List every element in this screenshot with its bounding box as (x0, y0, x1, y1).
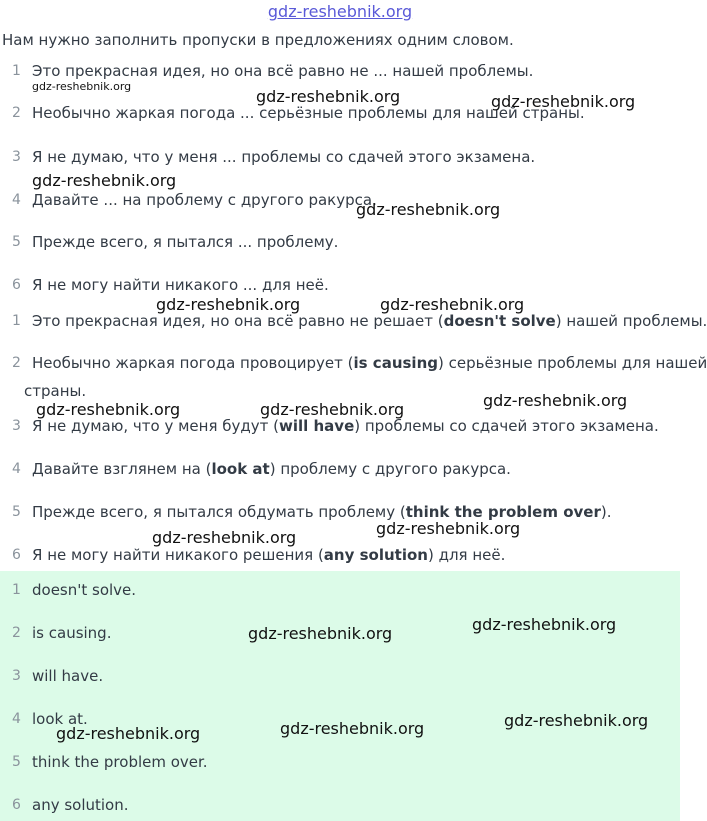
translation-text: ) для неё. (427, 546, 506, 564)
translation-sentence (32, 546, 505, 564)
translation-text: Давайте взглянем на ( (32, 460, 212, 478)
list-number: 2 (12, 105, 21, 121)
watermark: gdz-reshebnik.org (260, 400, 405, 419)
watermark: gdz-reshebnik.org (376, 519, 521, 538)
answer-item: look at. (32, 710, 88, 728)
translation-answer: is causing (353, 354, 438, 372)
answer-item: doesn't solve. (32, 581, 137, 599)
translation-text: ) проблемы со сдачей этого экзамена. (354, 417, 659, 435)
gap-sentence: Давайте ... на проблему с другого ракурса. (32, 191, 377, 209)
list-number: 5 (12, 754, 21, 770)
translation-text: ) серьёзные проблемы для нашей (438, 354, 707, 372)
translation-text: Я не могу найти никакого решения ( (32, 546, 324, 564)
translation-answer: think the problem over (405, 503, 601, 521)
list-number: 1 (12, 63, 21, 79)
list-number: 1 (12, 313, 21, 329)
watermark: gdz-reshebnik.org (56, 724, 201, 743)
list-number: 6 (12, 797, 21, 813)
watermark: gdz-reshebnik.org (36, 400, 181, 419)
watermark: gdz-reshebnik.org (32, 171, 177, 190)
list-number: 6 (12, 277, 21, 293)
gap-sentence: Прежде всего, я пытался ... проблему. (32, 233, 339, 251)
answer-item: will have. (32, 667, 104, 685)
translation-sentence (32, 460, 511, 478)
list-number: 3 (12, 149, 21, 165)
list-number: 4 (12, 461, 21, 477)
translation-continuation: страны. (24, 382, 87, 400)
watermark: gdz-reshebnik.org (280, 719, 425, 738)
gap-sentence: Я не могу найти никакого ... для неё. (32, 276, 329, 294)
watermark: gdz-reshebnik.org (504, 711, 649, 730)
translation-text: Прежде всего, я пытался обдумать проблему ( (32, 503, 406, 521)
list-number: 2 (12, 355, 21, 371)
translation-text: Это прекрасная идея, но она всё равно не решает ( (32, 312, 444, 330)
answer-item: think the problem over. (32, 753, 208, 771)
list-number: 1 (12, 582, 21, 598)
list-number: 3 (12, 668, 21, 684)
translation-text: ). (600, 503, 612, 521)
gap-sentence: Это прекрасная идея, но она всё равно не ... нашей проблемы. (32, 62, 534, 80)
translation-sentence (32, 503, 611, 521)
watermark: gdz-reshebnik.org (248, 624, 393, 643)
translation-text: Необычно жаркая погода провоцирует ( (32, 354, 354, 372)
gap-sentence: Необычно жаркая погода ... серьёзные проблемы для нашей страны. (32, 104, 585, 122)
list-number: 6 (12, 547, 21, 563)
translation-text: ) нашей проблемы. (555, 312, 707, 330)
translation-answer: doesn't solve (443, 312, 556, 330)
watermark: gdz-reshebnik.org (472, 615, 617, 634)
watermark: gdz-reshebnik.org (156, 295, 301, 314)
answers-panel (0, 571, 680, 821)
translation-answer: look at (211, 460, 270, 478)
site-header-link[interactable]: gdz-reshebnik.org (267, 2, 413, 21)
translation-sentence (32, 417, 659, 435)
list-number: 3 (12, 418, 21, 434)
answer-item: is causing. (32, 624, 112, 642)
translation-answer: will have (278, 417, 355, 435)
translation-sentence (32, 312, 707, 330)
watermark: gdz-reshebnik.org (356, 200, 501, 219)
gap-sentence: Я не думаю, что у меня ... проблемы со сдачей этого экзамена. (32, 148, 536, 166)
list-number: 5 (12, 234, 21, 250)
list-number: 2 (12, 625, 21, 641)
watermark: gdz-reshebnik.org (483, 391, 628, 410)
watermark: gdz-reshebnik.org (491, 92, 636, 111)
list-number: 4 (12, 711, 21, 727)
translation-text: Я не думаю, что у меня будут ( (32, 417, 279, 435)
list-number: 5 (12, 504, 21, 520)
translation-sentence (32, 354, 707, 372)
translation-answer: any solution (323, 546, 428, 564)
watermark: gdz-reshebnik.org (32, 80, 132, 93)
watermark: gdz-reshebnik.org (256, 87, 401, 106)
task-instruction: Нам нужно заполнить пропуски в предложениях одним словом. (2, 31, 514, 49)
list-number: 4 (12, 192, 21, 208)
answer-item: any solution. (32, 796, 129, 814)
watermark: gdz-reshebnik.org (380, 295, 525, 314)
translation-text: ) проблему с другого ракурса. (269, 460, 511, 478)
watermark: gdz-reshebnik.org (152, 528, 297, 547)
